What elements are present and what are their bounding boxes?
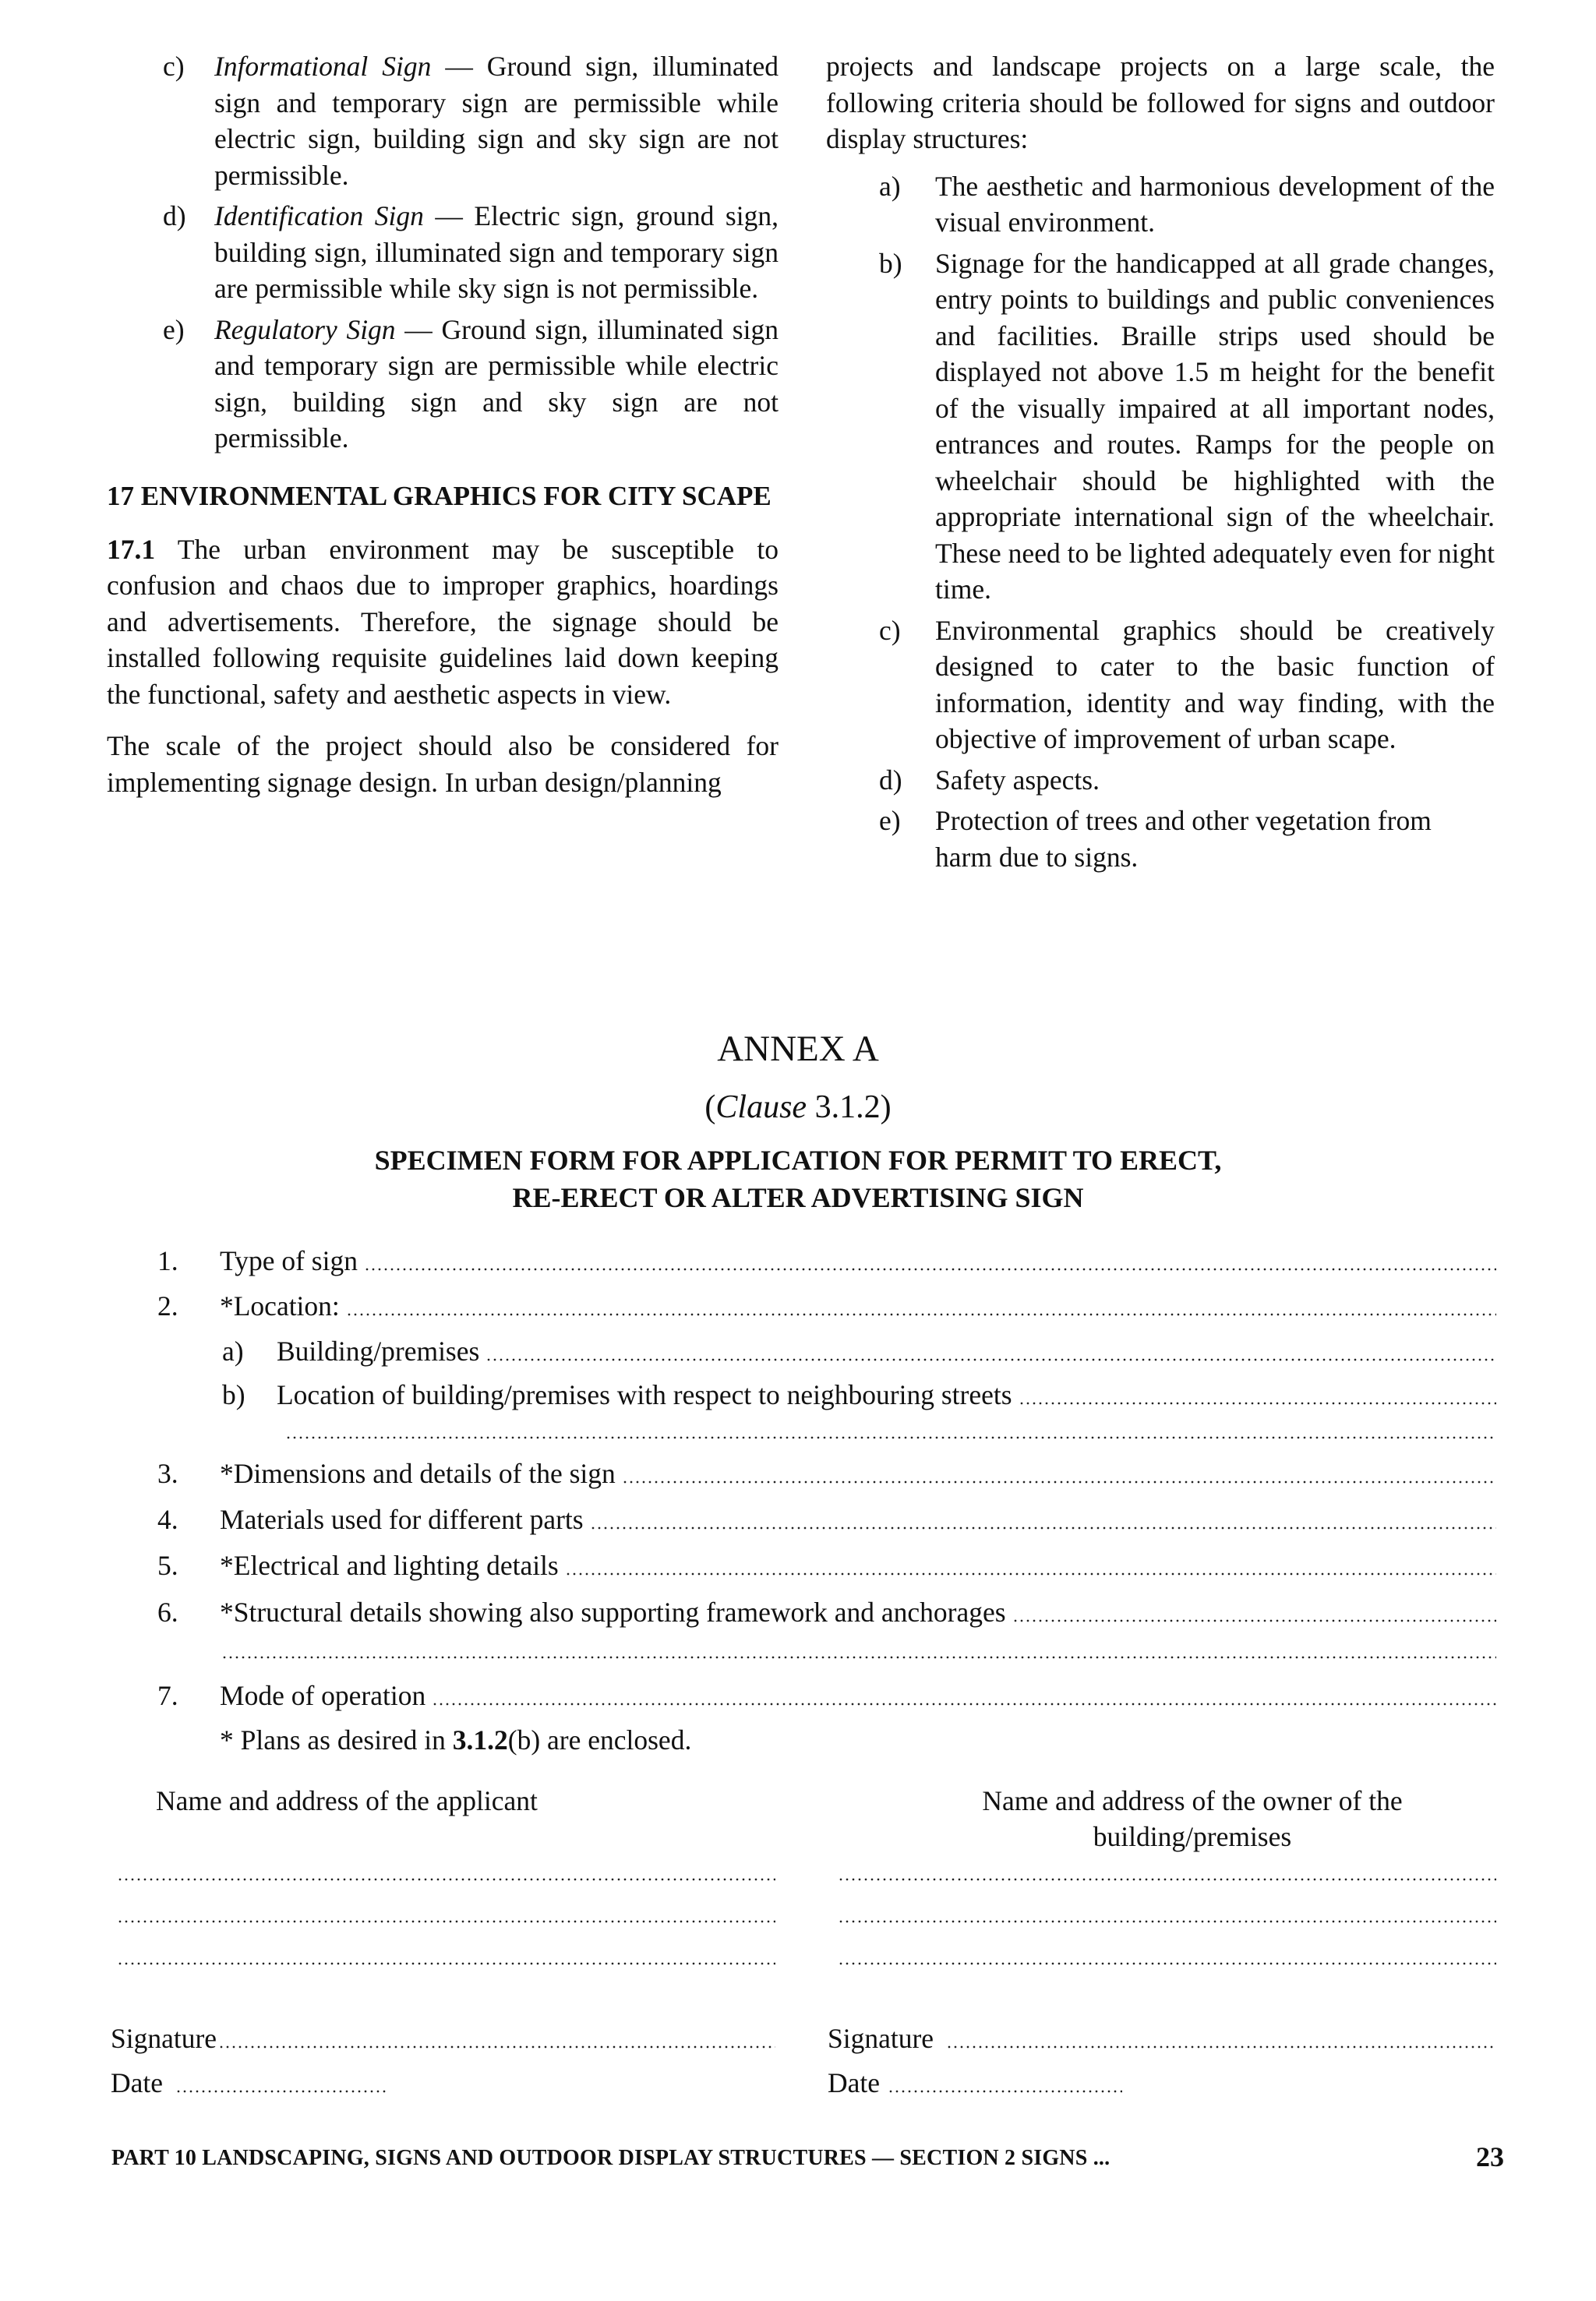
clause-word: Clause	[715, 1089, 807, 1125]
fill-in-line[interactable]	[346, 1313, 1496, 1316]
list-text: — Electric sign, ground sign, building sign, illuminated sign and temporary sign are permissible while sky sign is not permissible.	[214, 200, 779, 304]
form-item-location-of-building	[222, 1377, 1496, 1413]
form-item-type-of-sign	[157, 1243, 1496, 1279]
date-line[interactable]	[888, 2090, 1122, 2093]
list-marker: c)	[879, 614, 901, 646]
sign-term: Regulatory Sign	[214, 313, 396, 345]
page-number: 23	[1476, 2141, 1504, 2172]
sign-term: Identification Sign	[214, 200, 424, 231]
item-number: b)	[222, 1379, 245, 1410]
form-item-mode-of-operation	[157, 1678, 1496, 1713]
owner-date	[828, 2065, 1122, 2101]
date-label: Date	[111, 2067, 164, 2098]
signature-label: Signature	[111, 2023, 217, 2054]
applicant-caption: Name and address of the applicant	[156, 1785, 538, 1816]
list-text: The aesthetic and harmonious development of the visual environment.	[935, 170, 1495, 238]
list-marker: d)	[879, 764, 902, 796]
signature-line[interactable]	[946, 2045, 1496, 2049]
list-item	[826, 803, 1495, 875]
item-label: *Structural details showing also supporting framework and anchorages	[220, 1597, 1006, 1628]
item-number: 3.	[157, 1458, 178, 1489]
item-number: 6.	[157, 1597, 178, 1628]
item-number: 7.	[157, 1680, 178, 1711]
list-marker: a)	[879, 170, 901, 202]
sign-term: Informational Sign	[214, 51, 432, 82]
paragraph	[107, 728, 779, 800]
item-label: *Location:	[220, 1290, 340, 1322]
date-label: Date	[828, 2067, 881, 2098]
note-text: (b) are enclosed.	[507, 1724, 692, 1756]
item-label: Building/premises	[277, 1336, 480, 1367]
list-item	[107, 198, 779, 307]
item-label: Location of building/premises with respect to neighbouring streets	[277, 1379, 1012, 1410]
item-number: a)	[222, 1336, 244, 1367]
item-label: *Dimensions and details of the sign	[220, 1458, 616, 1489]
owner-caption-line: building/premises	[1093, 1821, 1292, 1852]
list-text: — Ground sign, illuminated sign and temporary sign are permissible while electric sign, building sign and sky sign are not permissible.	[214, 313, 779, 453]
fill-in-line[interactable]	[364, 1268, 1496, 1271]
list-item	[826, 168, 1495, 241]
plans-note	[220, 1722, 691, 1758]
fill-in-line[interactable]	[486, 1358, 1496, 1361]
signature-line[interactable]	[218, 2045, 775, 2049]
item-number: 4.	[157, 1504, 178, 1535]
annex-clause: (Clause 3.1.2)	[704, 1089, 892, 1125]
item-label: Materials used for different parts	[220, 1504, 584, 1535]
clause-number: 17.1	[107, 533, 156, 565]
owner-caption	[888, 1783, 1496, 1855]
fill-in-line[interactable]	[1012, 1619, 1496, 1622]
signature-label: Signature	[828, 2023, 934, 2054]
note-reference: 3.1.2	[452, 1724, 508, 1756]
annex-heading-line: RE-ERECT OR ALTER ADVERTISING SIGN	[512, 1182, 1084, 1213]
applicant-address-line[interactable]	[117, 1920, 775, 1923]
form-item-electrical	[157, 1548, 1496, 1583]
item-label: *Electrical and lighting details	[220, 1550, 559, 1581]
list-marker: d)	[163, 200, 186, 231]
list-text: Protection of trees and other vegetation from harm due to signs.	[935, 805, 1432, 873]
date-line[interactable]	[175, 2090, 387, 2093]
section-heading: 17 ENVIRONMENTAL GRAPHICS FOR CITY SCAPE	[107, 480, 772, 511]
list-item	[826, 245, 1495, 608]
form-item-materials	[157, 1502, 1496, 1537]
fill-in-line[interactable]	[1019, 1402, 1496, 1405]
item-label: Mode of operation	[220, 1680, 426, 1711]
list-text: Signage for the handicapped at all grade changes, entry points to buildings and public conveniences and facilities. Braille strips used should be displayed not above 1.5 m height for the benefit of the visually impaired at all important nodes, entrances and routes. Ramps for the people on wheelchair should be highlighted with the appropriate international sign of the wheelchair. These need to be lighted adequately even for night time.	[935, 247, 1495, 605]
annex-heading	[0, 1142, 1596, 1216]
fill-in-line[interactable]	[590, 1526, 1496, 1530]
applicant-address-line[interactable]	[117, 1962, 775, 1965]
applicant-date	[111, 2065, 387, 2101]
annex-title: ANNEX A	[717, 1029, 879, 1069]
annex-heading-line: SPECIMEN FORM FOR APPLICATION FOR PERMIT TO ERECT,	[374, 1145, 1222, 1176]
fill-in-line[interactable]	[221, 1656, 1496, 1659]
item-number: 1.	[157, 1245, 178, 1276]
list-text: — Ground sign, illuminated sign and temporary sign are permissible while electric sign, building sign and sky sign are not permissible.	[214, 51, 779, 191]
list-item	[826, 612, 1495, 757]
list-item	[826, 762, 1495, 799]
item-number: 2.	[157, 1290, 178, 1322]
list-marker: b)	[879, 247, 902, 279]
form-item-location	[157, 1288, 1496, 1324]
right-column	[826, 48, 1495, 880]
list-item	[107, 312, 779, 457]
applicant-signature	[111, 2020, 775, 2056]
intro-paragraph: projects and landscape projects on a large scale, the following criteria should be followed for signs and outdoor display structures:	[826, 51, 1495, 154]
list-marker: c)	[163, 51, 185, 82]
list-marker: e)	[879, 805, 901, 836]
item-label: Type of sign	[220, 1245, 358, 1276]
applicant-address-line[interactable]	[117, 1878, 775, 1881]
owner-address-line[interactable]	[838, 1878, 1496, 1881]
owner-signature	[828, 2020, 1496, 2056]
owner-address-line[interactable]	[838, 1920, 1496, 1923]
item-number: 5.	[157, 1550, 178, 1581]
fill-in-line[interactable]	[622, 1480, 1496, 1484]
paragraph-text: The scale of the project should also be considered for implementing signage design. In urban design/planning	[107, 730, 779, 798]
clause-number: 3.1.2	[814, 1089, 881, 1125]
paragraph	[107, 531, 779, 713]
owner-address-line[interactable]	[838, 1962, 1496, 1965]
left-column	[107, 48, 779, 816]
running-footer: PART 10 LANDSCAPING, SIGNS AND OUTDOOR DISPLAY STRUCTURES — SECTION 2 SIGNS ...	[111, 2146, 1110, 2170]
owner-caption-line: Name and address of the owner of the	[982, 1785, 1403, 1816]
list-text: Safety aspects.	[935, 764, 1100, 796]
list-item	[107, 48, 779, 193]
form-item-building-premises	[222, 1333, 1496, 1369]
form-item-dimensions	[157, 1456, 1496, 1491]
list-marker: e)	[163, 313, 185, 345]
fill-in-line[interactable]	[565, 1572, 1496, 1576]
fill-in-line[interactable]	[285, 1436, 1496, 1439]
list-text: Environmental graphics should be creatively designed to cater to the basic function of information, identity and way finding, with the objective of improvement of urban scape.	[935, 614, 1495, 754]
note-text: * Plans as desired in	[220, 1724, 453, 1756]
fill-in-line[interactable]	[432, 1703, 1496, 1706]
paragraph-text: The urban environment may be susceptible to confusion and chaos due to improper graphics, hoardings and advertisements. Therefore, the signage should be installed following requisite guidelines laid down keeping the functional, safety and aesthetic aspects in view.	[107, 533, 779, 710]
form-item-structural	[157, 1594, 1496, 1630]
